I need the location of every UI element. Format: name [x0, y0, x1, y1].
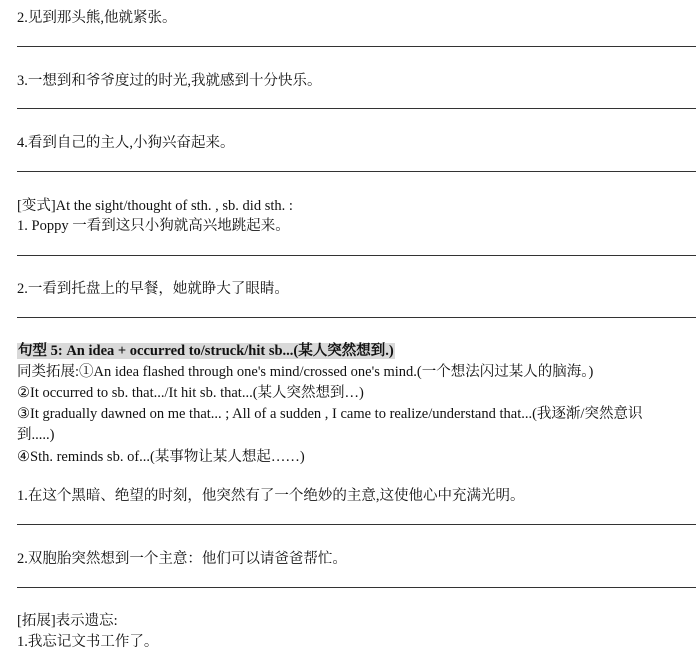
answer-line: [17, 524, 696, 525]
variant-item-1: 1. Poppy 一看到这只小狗就高兴地跳起来。: [17, 218, 290, 234]
answer-line: [17, 587, 696, 588]
answer-line: [17, 255, 696, 256]
pattern-5-heading-row: [17, 341, 395, 361]
expansion-2: ②It occurred to sb. that.../It hit sb. that...(某人突然想到…): [17, 385, 364, 401]
exercise-item-4: 4.看到自己的主人,小狗兴奋起来。: [17, 135, 235, 151]
expansion-4: ④Sth. reminds sb. of...(某事物让某人想起……): [17, 449, 305, 465]
pattern-5-item-1: 1.在这个黑暗、绝望的时刻，他突然有了一个绝妙的主意,这使他心中充满光明。: [17, 488, 525, 504]
extension-title: [拓展]表示遗忘:: [17, 613, 118, 629]
answer-line: [17, 46, 696, 47]
answer-line: [17, 171, 696, 172]
expansion-3: ③It gradually dawned on me that... ; All of a sudden , I came to realize/understand that...(我逐渐/突然意识: [17, 406, 643, 422]
expansion-3-continued: 到.....): [17, 427, 55, 443]
variant-title: [变式]At the sight/thought of sth. , sb. did sth. :: [17, 198, 293, 214]
pattern-5-heading: 句型 5: An idea + occurred to/struck/hit sb...(某人突然想到.): [18, 343, 394, 359]
answer-line: [17, 317, 696, 318]
answer-line: [17, 108, 696, 109]
exercise-item-3: 3.一想到和爷爷度过的时光,我就感到十分快乐。: [17, 73, 322, 89]
variant-item-2: 2.一看到托盘上的早餐，她就睁大了眼睛。: [17, 281, 289, 297]
expansion-1: 同类拓展:①An idea flashed through one's mind/crossed one's mind.(一个想法闪过某人的脑海。): [17, 364, 594, 380]
pattern-5-item-2: 2.双胞胎突然想到一个主意：他们可以请爸爸帮忙。: [17, 551, 347, 567]
extension-item-1: 1.我忘记文书工作了。: [17, 634, 159, 650]
exercise-item-2: 2.见到那头熊,他就紧张。: [17, 10, 177, 26]
